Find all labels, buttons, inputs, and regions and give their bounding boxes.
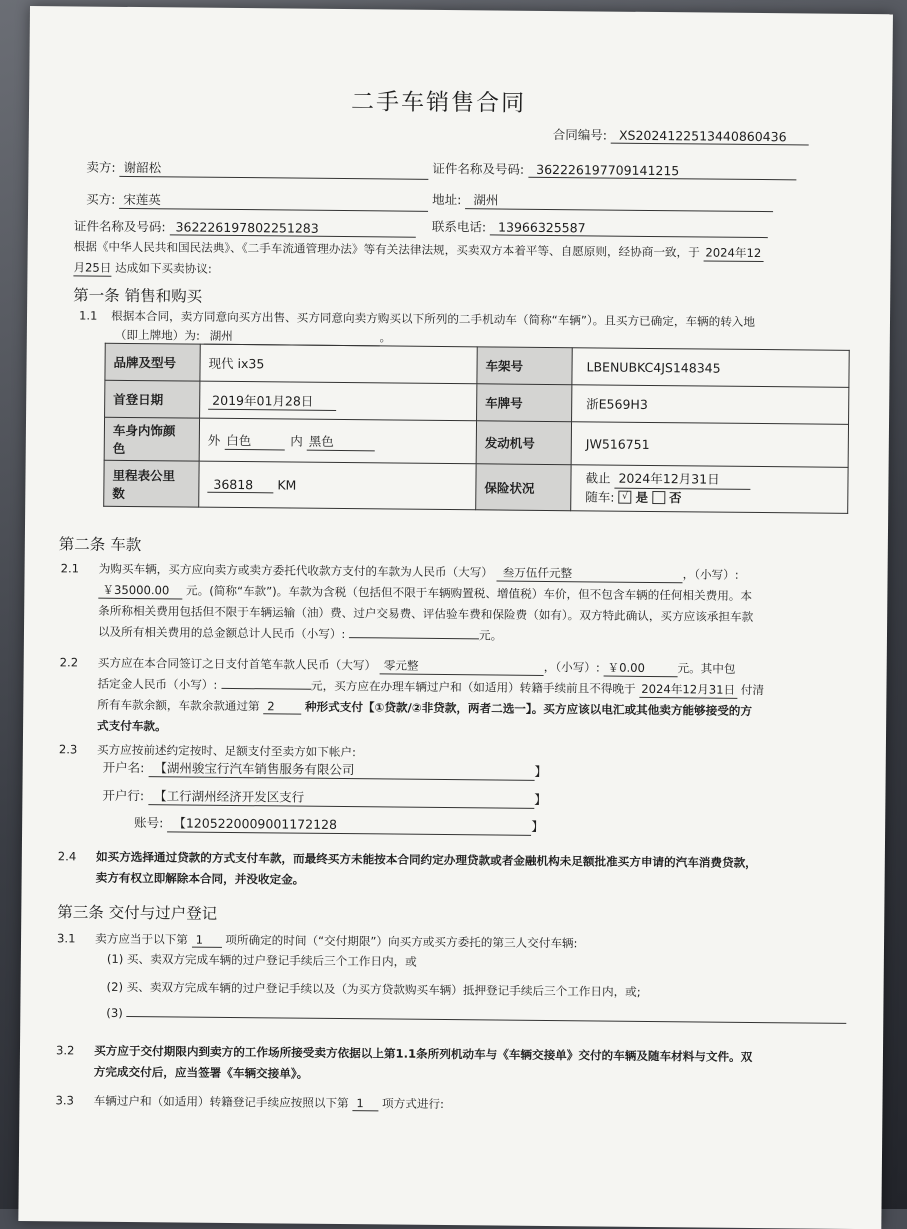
bracket-close: 】 <box>531 818 544 834</box>
table-row <box>104 460 848 513</box>
plate-value: 浙E569H3 <box>572 385 849 425</box>
bank-value: 工行湖州经济开发区支行 <box>166 788 305 805</box>
seller-id-label: 证件名称及号码: <box>432 160 525 177</box>
insurance-until-date: 2024年12月31日 <box>614 470 750 490</box>
exterior-color: 白色 <box>224 430 284 450</box>
clause-number: 3.1 <box>56 931 76 946</box>
color-label <box>104 417 199 461</box>
intro-end-text: 达成如下买卖协议: <box>115 260 212 276</box>
contract-title: 二手车销售合同 <box>350 89 527 117</box>
clause-number: 3.2 <box>55 1043 75 1058</box>
bank-label: 开户行: <box>102 787 145 804</box>
clause-text: 车辆过户和（如适用）转籍登记手续应按照以下第 <box>93 1093 349 1111</box>
clause-text: 买方应按前述约定按时、足额支付至卖方如下帐户: <box>96 742 357 760</box>
clause-text: 买方应于交付期限内到卖方的工作场所接受卖方依据以上第1.1条所列机动车与《车辆交接单》交付的车辆及随车材料与文件。双 <box>94 1043 753 1064</box>
exterior-label: 外 <box>207 432 221 448</box>
clause-number: 2.4 <box>57 849 77 864</box>
reg-date-cell <box>200 381 477 421</box>
account-number-row <box>134 813 544 836</box>
address-row <box>432 190 773 212</box>
clause-3-2-line-1 <box>56 1042 752 1065</box>
clause-text: 项方式进行: <box>382 1096 445 1112</box>
vehicle-info-table <box>103 343 850 514</box>
contract-page <box>18 6 893 1229</box>
yes-label: 是 <box>635 489 649 505</box>
clause-text: ，（小写）: <box>543 659 600 675</box>
contract-number <box>553 125 809 145</box>
vin-value: LBENUBKC4JS148345 <box>572 348 849 388</box>
buyer-id-label: 证件名称及号码: <box>73 218 166 235</box>
buyer-id-value: 362226197802251283 <box>170 219 416 237</box>
clause-text: ，（小写）: <box>682 567 739 582</box>
clause-3-1-option-1: (1) 买、卖双方完成车辆的过户登记手续后三个工作日内，或 <box>106 951 417 969</box>
insurance-label: 保险状况 <box>476 464 571 511</box>
clause-text-end: 。 <box>379 330 392 345</box>
seller-id-row <box>432 159 796 180</box>
account-name-label: 开户名: <box>102 759 145 776</box>
clause-text: 如买方选择通过贷款的方式支付车款，而最终买方未能按本合同约定办理贷款或者金融机构未足额批准买方申请的汽车消费贷款， <box>95 849 757 871</box>
seller-id-value: 362226197709141215 <box>528 162 796 181</box>
clause-text: 项所确定的时间（“交付期限”）向买方或买方委托的第三人交付车辆: <box>225 932 578 951</box>
no-checkbox <box>652 491 665 504</box>
yes-checkbox: √ <box>618 491 631 504</box>
payment-deadline: 2024年12月31日 <box>639 681 737 699</box>
intro-date-part-1: 2024年12 <box>703 244 763 262</box>
brand-label: 品牌及型号 <box>105 343 200 381</box>
insurance-cell <box>571 465 848 514</box>
clause-2-1-line-1 <box>61 560 739 584</box>
contract-number-label: 合同编号: <box>552 127 608 143</box>
buyer-id-row <box>74 216 416 237</box>
clause-text: 卖方应当于以下第 <box>95 931 189 947</box>
clause-2-1-line-4 <box>98 624 502 644</box>
section-3-heading: 第三条 交付与过户登记 <box>57 903 218 923</box>
clause-text: 付清 <box>740 682 765 698</box>
clause-text: 元。(简称“车款”)。车款为含税（包括但不限于车辆购置税、增值税）车价，但不包含车辆的任何相关费用。本 <box>186 583 753 603</box>
buyer-name: 宋莲英 <box>119 190 428 212</box>
clause-number: 2.1 <box>60 561 80 576</box>
clause-text: 买方应在本合同签订之日支付首笔车款人民币（大写） <box>97 655 377 673</box>
color-label-line-2: 色 <box>112 440 126 456</box>
clause-2-2-line-2 <box>97 676 764 699</box>
reg-date-value: 2019年01月28日 <box>208 390 336 410</box>
clause-3-3-line-1 <box>55 1092 444 1112</box>
contract-number-value: XS2024122513440860436 <box>611 128 809 146</box>
clause-number: 3.3 <box>55 1093 75 1108</box>
account-name-row <box>103 758 547 781</box>
phone-label: 联系电话: <box>431 218 487 235</box>
price-in-words: 叁万伍仟元整 <box>497 565 683 584</box>
clause-2-1-line-2 <box>98 582 752 605</box>
clause-text: 以及所有相关费用的总金额总计人民币（小写）: <box>97 624 346 642</box>
clause-3-1-line-1 <box>57 930 578 951</box>
seller-name: 谢韶松 <box>120 158 429 180</box>
clause-2-2-line-3 <box>97 697 752 719</box>
brand-value: 现代 ix35 <box>200 344 477 384</box>
bracket-open: 【 <box>173 815 186 831</box>
address-label: 地址: <box>432 191 462 208</box>
clause-2-2-line-1 <box>60 654 736 677</box>
vin-label: 车架号 <box>477 347 572 385</box>
intro-line-1 <box>74 238 764 262</box>
color-label-line-1: 车身内饰颜 <box>112 422 176 439</box>
plate-label: 车牌号 <box>477 384 572 422</box>
intro-date-part-2: 月25日 <box>73 260 112 275</box>
section-1-heading: 第一条 销售和购买 <box>73 286 203 306</box>
insurance-until-label: 截止 <box>585 470 611 486</box>
clause-text: 种形式支付【①贷款/②非贷款，两者二选一】。买方应该以电汇或其他卖方能够接受的方 <box>304 699 753 718</box>
engine-label: 发动机号 <box>476 421 571 465</box>
clause-number: 2.2 <box>59 655 79 670</box>
clause-3-2-line-2: 方完成交付后，应当签署《车辆交接单》。 <box>93 1064 309 1081</box>
bracket-close: 】 <box>534 791 547 807</box>
mileage-label <box>104 460 199 507</box>
table-row <box>104 417 848 467</box>
clause-number: 2.3 <box>58 742 78 757</box>
clause-text: 元，买方应在办理车辆过户和（如适用）转籍手续前且不得晚于 <box>310 678 636 696</box>
intro-line-2 <box>73 259 211 277</box>
clause-2-4-line-1 <box>58 848 757 871</box>
clause-2-1-line-3: 条所称相关费用包括但不限于车辆运输（油）费、过户交易费、评估验车费和保险费（如有）。双方特此确认，买方应该承担车款 <box>98 603 754 624</box>
clause-3-1-option-2: (2) 买、卖双方完成车辆的过户登记手续以及（为买方贷款购买车辆）抵押登记手续后三个工作日内，或; <box>106 979 641 999</box>
clause-text: 括定金人民币（小写）: <box>97 676 218 692</box>
buyer-label: 买方: <box>86 191 116 207</box>
no-label: 否 <box>668 490 682 506</box>
phone-row <box>432 217 768 238</box>
clause-text: 元。 <box>478 628 503 643</box>
address-value: 湖州 <box>465 190 773 212</box>
price-in-figures: ￥35000.00 <box>98 582 182 600</box>
section-2-heading: 第二条 车款 <box>58 535 142 555</box>
clause-3-1-option-3 <box>106 1006 846 1027</box>
color-cell <box>199 418 476 464</box>
mileage-label-line-2: 数 <box>112 485 125 501</box>
reg-date-label: 首登日期 <box>105 380 200 418</box>
seller-row <box>86 158 428 180</box>
transfer-option: 1 <box>352 1096 378 1111</box>
account-number-label: 账号: <box>134 815 164 831</box>
mileage-value: 36818 <box>207 476 273 493</box>
bracket-open: 【 <box>154 788 167 804</box>
option-3-label: (3) <box>106 1005 123 1020</box>
seller-label: 卖方: <box>86 159 116 175</box>
mileage-label-line-1: 里程表公里 <box>112 467 176 483</box>
with-car-label: 随车: <box>585 489 615 505</box>
engine-value: JW516751 <box>571 422 848 468</box>
bracket-open: 【 <box>154 760 167 776</box>
mileage-unit: KM <box>277 476 297 493</box>
clause-text: 为购买车辆，买方应向卖方或卖方委托代收款方支付的车款为人民币（大写） <box>98 561 493 580</box>
bracket-close: 】 <box>534 763 547 779</box>
transfer-place: 湖州 <box>204 328 380 347</box>
mileage-cell <box>199 461 476 510</box>
clause-text: 所有车款余额，车款余款通过第 <box>97 697 260 714</box>
buyer-row <box>86 190 428 212</box>
interior-label: 内 <box>290 433 303 449</box>
first-payment-in-figures: ￥0.00 <box>603 660 677 678</box>
bank-row <box>102 786 546 809</box>
clause-text: （即上牌地）为: <box>114 327 200 343</box>
interior-color: 黑色 <box>307 431 375 451</box>
intro-text: 根据《中华人民共和国民法典》、《二手车流通管理办法》等有关法律法规，买卖双方本着平等、自愿原则，经协商一致，于 <box>73 239 700 260</box>
clause-text: 元。其中包 <box>677 661 736 676</box>
payment-method: 2 <box>263 699 301 714</box>
clause-2-2-line-4: 式支付车款。 <box>97 718 167 734</box>
clause-2-4-line-2: 卖方有权立即解除本合同，并没收定金。 <box>95 870 305 887</box>
delivery-option: 1 <box>192 933 222 948</box>
account-number-value: 1205220009001172128 <box>185 815 338 832</box>
first-payment-in-words: 零元整 <box>380 657 544 676</box>
account-name-value: 湖州骏宝行汽车销售服务有限公司 <box>166 760 355 778</box>
phone-value: 13966325587 <box>490 219 768 238</box>
clause-number: 1.1 <box>78 308 98 323</box>
clause-text: 根据本合同，卖方同意向买方出售、买方同意向卖方购买以下所列的二手机动车（简称“车辆”）。且买方已确定，车辆的转入地 <box>111 308 756 329</box>
